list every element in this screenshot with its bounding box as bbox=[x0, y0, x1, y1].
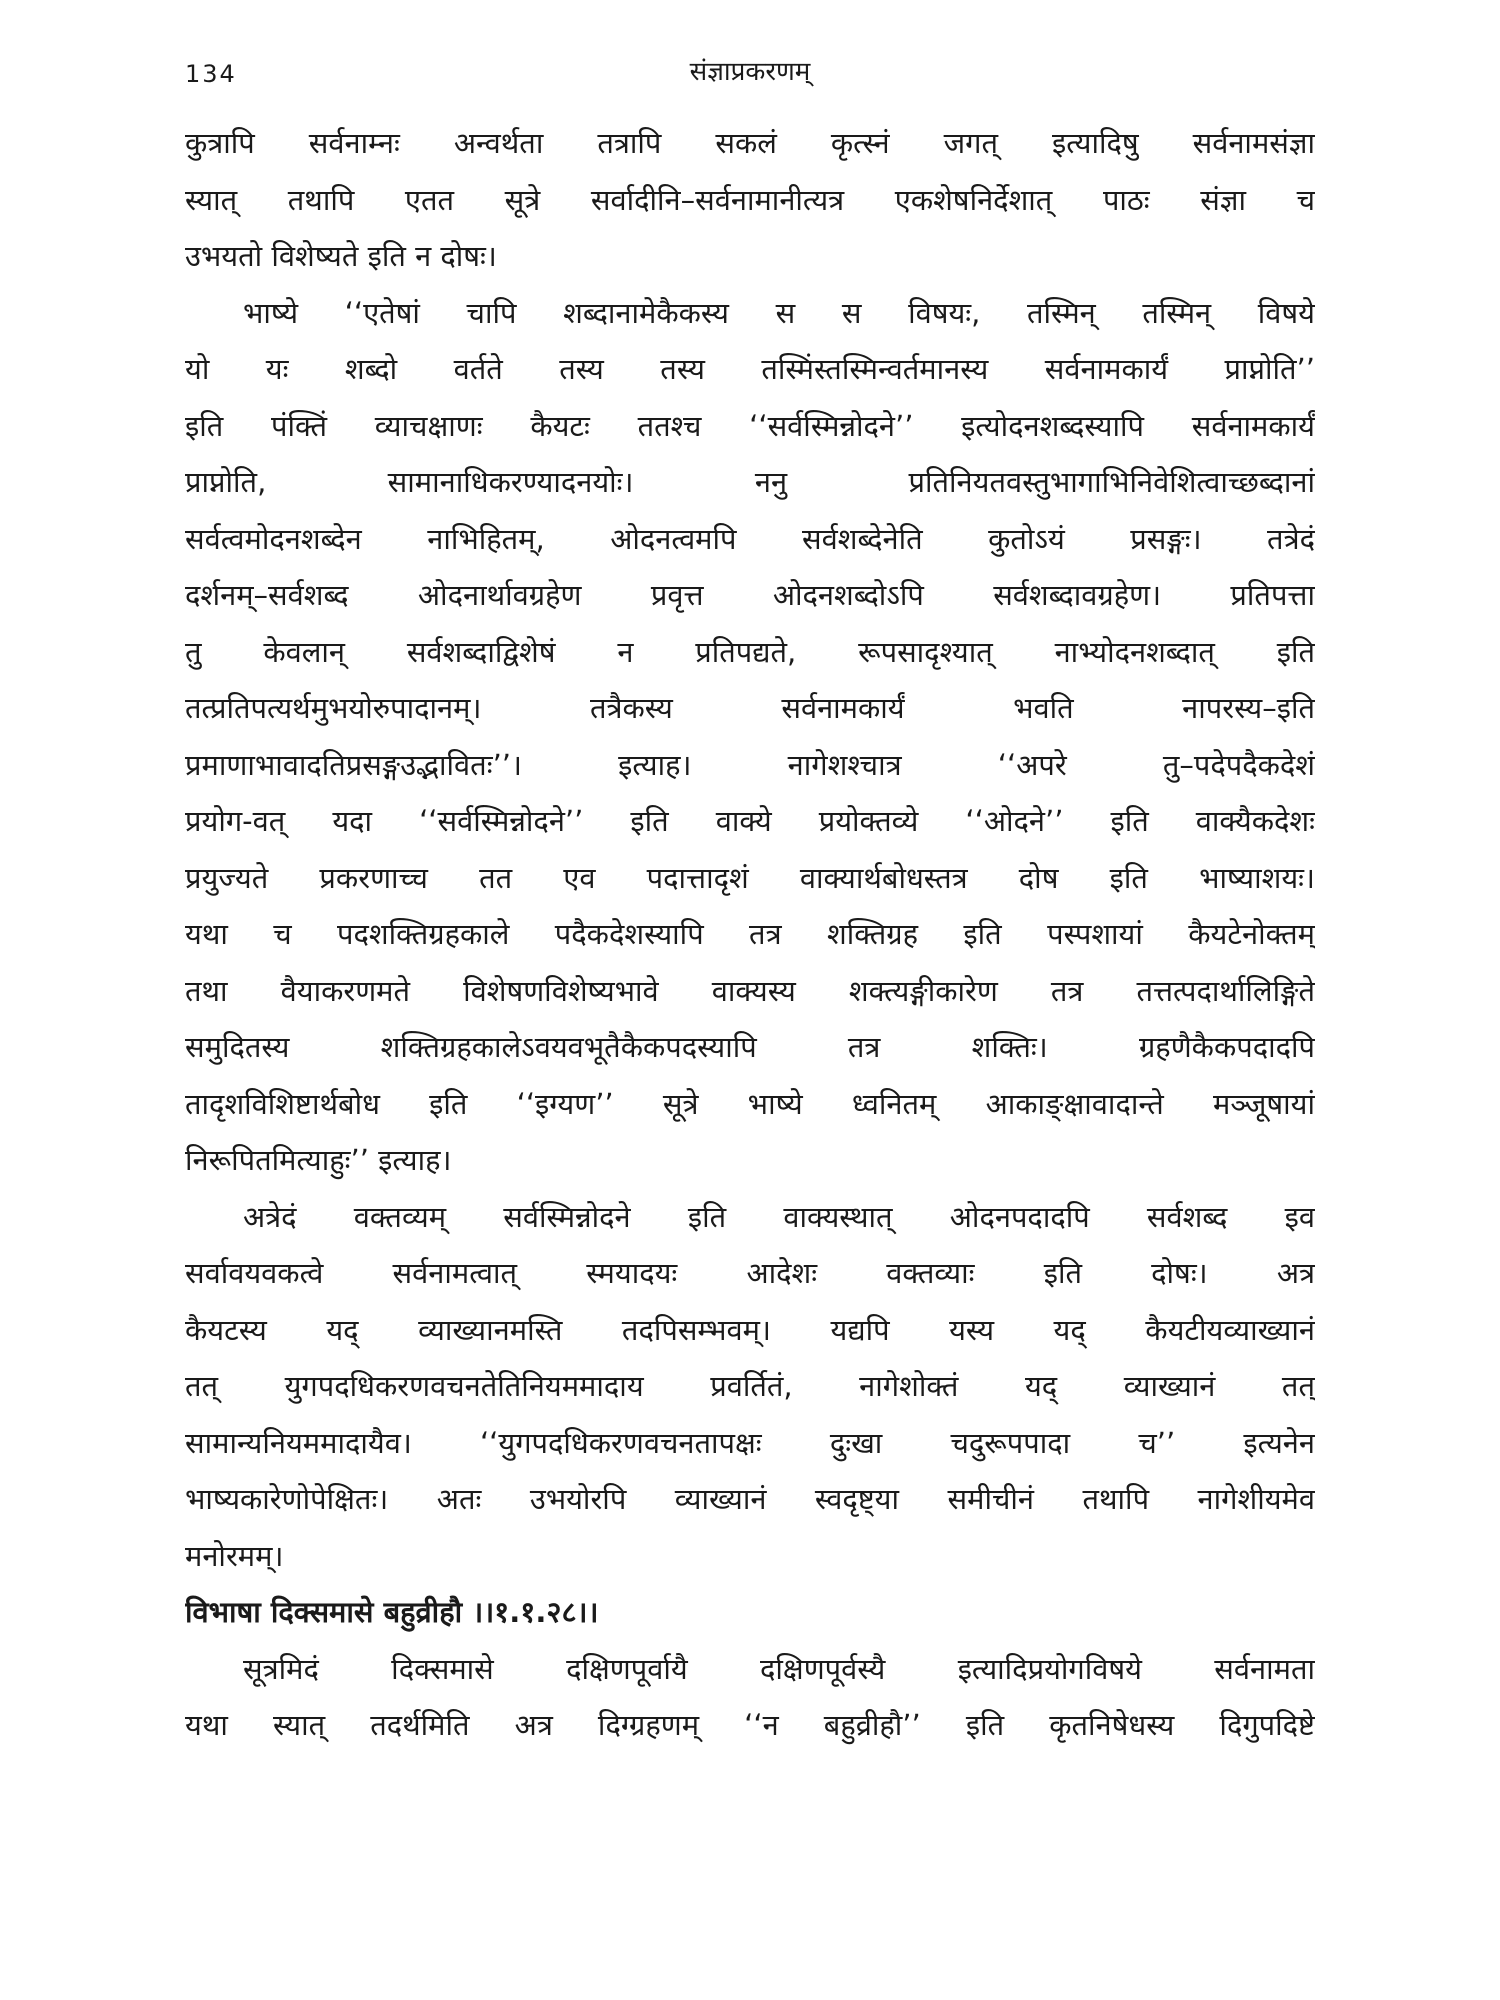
text-line: उभयतो विशेष्यते इति न दोषः। bbox=[185, 239, 497, 273]
body-text bbox=[185, 115, 1315, 1754]
text-line: सूत्रमिदं दिक्समासे दक्षिणपूर्वायै दक्षिणपूर्वस्यै इत्यादिप्रयोगविषये सर्वनामता bbox=[243, 1651, 1315, 1686]
text-line: प्रयोग-वत् यदा ‘‘सर्वस्मिन्नोदने’’ इति वाक्ये प्रयोक्तव्ये ‘‘ओदने’’ इति वाक्यैकदेशः bbox=[185, 804, 1315, 838]
text-line: भाष्यकारेणोपेक्षितः। अतः उभयोरपि व्याख्यानं स्वदृष्ट्या समीचीनं तथापि नागेशीयमेव bbox=[185, 1482, 1315, 1516]
page-number: 134 bbox=[185, 60, 237, 88]
text-line: इति पंक्तिं व्याचक्षाणः कैयटः ततश्च ‘‘सर्वस्मिन्नोदने’’ इत्योदनशब्दस्यापि सर्वनामकार्यं bbox=[185, 408, 1315, 443]
text-line: यथा स्यात् तदर्थमिति अत्र दिग्ग्रहणम् ‘‘न बहुव्रीहौ’’ इति कृतनिषेधस्य दिगुपदिष्टे bbox=[185, 1708, 1315, 1742]
text-line: सामान्यनियममादायैव। ‘‘युगपदधिकरणवचनतापक्षः दुःखा चदुरूपपादा च’’ इत्यनेन bbox=[185, 1425, 1315, 1460]
text-line: यथा च पदशक्तिग्रहकाले पदैकदेशस्यापि तत्र शक्तिग्रह इति पस्पशायां कैयटेनोक्तम् bbox=[185, 917, 1315, 951]
text-line: दर्शनम्–सर्वशब्द ओदनार्थावग्रहेण प्रवृत्त ओदनशब्दोऽपि सर्वशब्दावग्रहेण। प्रतिपत्ता bbox=[185, 578, 1315, 612]
text-line: सर्वत्वमोदनशब्देन नाभिहितम्, ओदनत्वमपि सर्वशब्देनेति कुतोऽयं प्रसङ्गः। तत्रेदं bbox=[185, 521, 1315, 556]
text-line: प्राप्नोति, सामानाधिकरण्यादनयोः। ननु प्रतिनियतवस्तुभागाभिनिवेशित्वाच्छब्दानां bbox=[185, 465, 1315, 499]
text-line: प्रमाणाभावादतिप्रसङ्गउद्भावितः’’। इत्याह। नागेशश्चात्र ‘‘अपरे तु–पदेपदैकदेशं bbox=[185, 747, 1315, 782]
text-line: तत्प्रतिपत्यर्थमुभयोरुपादानम्। तत्रैकस्य सर्वनामकार्यं भवति नापरस्य–इति bbox=[185, 691, 1315, 725]
text-line: मनोरमम्। bbox=[185, 1538, 284, 1573]
text-line: कुत्रापि सर्वनाम्नः अन्वर्थता तत्रापि सकलं कृत्स्नं जगत् इत्यादिषु सर्वनामसंज्ञा bbox=[185, 126, 1315, 160]
text-line: प्रयुज्यते प्रकरणाच्च तत एव पदात्तादृशं वाक्यार्थबोधस्तत्र दोष इति भाष्याशयः। bbox=[185, 860, 1315, 895]
text-line: तथा वैयाकरणमते विशेषणविशेष्यभावे वाक्यस्य शक्त्यङ्गीकारेण तत्र तत्तत्पदार्थालिङ्गिते bbox=[185, 973, 1315, 1008]
text-line: तु केवलान् सर्वशब्दाद्विशेषं न प्रतिपद्यते, रूपसादृश्यात् नाभ्योदनशब्दात् इति bbox=[185, 634, 1315, 669]
sutra-heading: विभाषा दिक्समासे बहुव्रीहौ ।।१.१.२८।। bbox=[185, 1595, 599, 1629]
text-line: तत् युगपदधिकरणवचनतेतिनियममादाय प्रवर्तितं, नागेशोक्तं यद् व्याख्यानं तत् bbox=[185, 1369, 1315, 1403]
running-title: संज्ञाप्रकरणम् bbox=[689, 57, 811, 87]
text-line: निरूपितमित्याहुः’’ इत्याह। bbox=[185, 1143, 452, 1177]
text-line: सर्वावयवकत्वे सर्वनामत्वात् स्मयादयः आदेशः वक्तव्याः इति दोषः। अत्र bbox=[185, 1256, 1315, 1290]
text-line: तादृशविशिष्टार्थबोध इति ‘‘इग्यण’’ सूत्रे भाष्ये ध्वनितम् आकाङ्क्षावादान्ते मञ्जूषायां bbox=[185, 1086, 1315, 1121]
text-line: अत्रेदं वक्तव्यम् सर्वस्मिन्नोदने इति वाक्यस्थात् ओदनपदादपि सर्वशब्द इव bbox=[243, 1199, 1315, 1234]
text-line: कैयटस्य यद् व्याख्यानमस्ति तदपिसम्भवम्। यद्यपि यस्य यद् कैयटीयव्याख्यानं bbox=[185, 1312, 1315, 1347]
text-line: यो यः शब्दो वर्तते तस्य तस्य तस्मिंस्तस्मिन्वर्तमानस्य सर्वनामकार्यं प्राप्नोति’’ bbox=[185, 352, 1315, 386]
text-line: स्यात् तथापि एतत सूत्रे सर्वादीनि–सर्वनामानीत्यत्र एकशेषनिर्देशात् पाठः संज्ञा च bbox=[185, 182, 1315, 217]
text-line: समुदितस्य शक्तिग्रहकालेऽवयवभूतैकैकपदस्यापि तत्र शक्तिः। ग्रहणैकैकपदादपि bbox=[185, 1030, 1315, 1064]
text-line: भाष्ये ‘‘एतेषां चापि शब्दानामेकैकस्य स स विषयः, तस्मिन् तस्मिन् विषये bbox=[243, 295, 1315, 330]
page-header bbox=[185, 52, 1315, 102]
